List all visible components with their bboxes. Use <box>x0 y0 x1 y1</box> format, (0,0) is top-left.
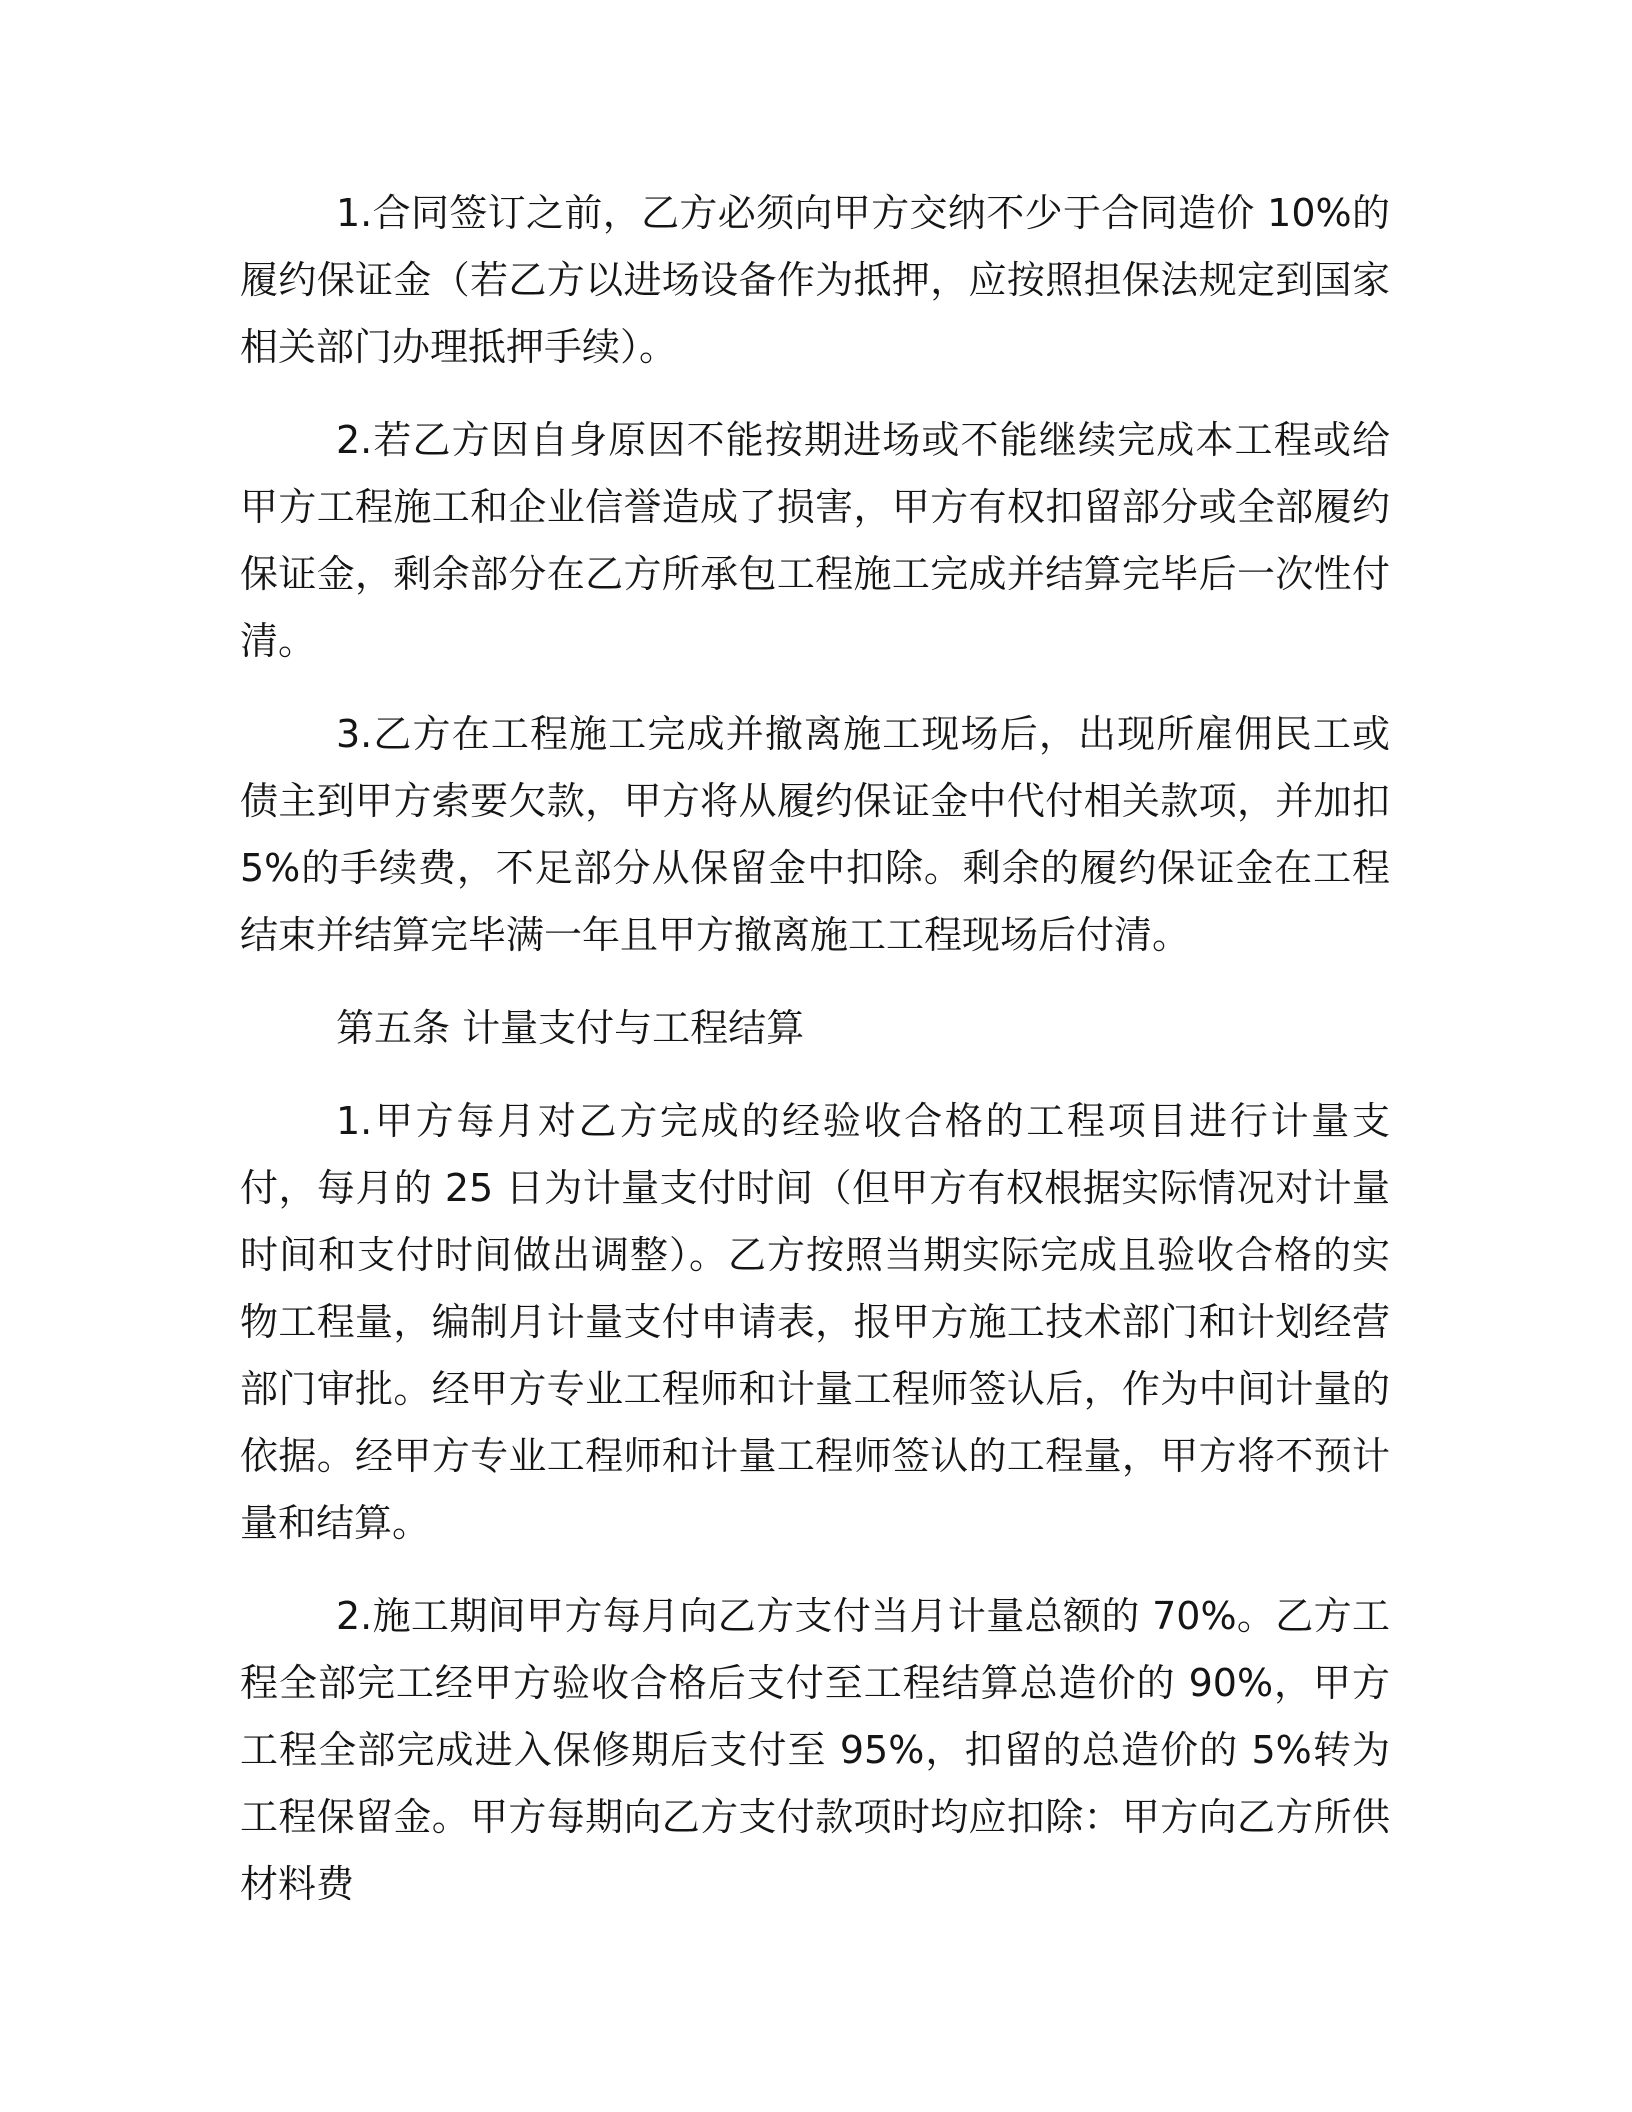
paragraph-bond-deduction: 3.乙方在工程施工完成并撤离施工现场后，出现所雇佣民工或债主到甲方索要欠款，甲方将从履约保证金中代付相关款项，并加扣 5%的手续费，不足部分从保留金中扣除。剩余的履约保证金在工程结束并结算完毕满一年且甲方撤离施工工程现场后付清。 <box>240 712 1390 957</box>
section-heading: 第五条 计量支付与工程结算 <box>336 1006 805 1050</box>
document-body <box>240 180 1390 1944</box>
paragraph-performance-bond: 1.合同签订之前，乙方必须向甲方交纳不少于合同造价 10%的履约保证金（若乙方以进场设备作为抵押，应按照担保法规定到国家相关部门办理抵押手续）。 <box>240 191 1390 369</box>
paragraph-bond-forfeiture: 2.若乙方因自身原因不能按期进场或不能继续完成本工程或给甲方工程施工和企业信誉造成了损害，甲方有权扣留部分或全部履约保证金，剩余部分在乙方所承包工程施工完成并结算完毕后一次性付清。 <box>240 418 1390 663</box>
paragraph-payment-schedule: 2.施工期间甲方每月向乙方支付当月计量总额的 70%。乙方工程全部完工经甲方验收合格后支付至工程结算总造价的 90%，甲方工程全部完成进入保修期后支付至 95%，扣留的总造价的 5%转为工程保留金。甲方每期向乙方支付款项时均应扣除：甲方向乙方所供材料费 <box>240 1594 1390 1906</box>
paragraph-monthly-measurement: 1.甲方每月对乙方完成的经验收合格的工程项目进行计量支付，每月的 25 日为计量支付时间（但甲方有权根据实际情况对计量时间和支付时间做出调整）。乙方按照当期实际完成且验收合格的实物工程量，编制月计量支付申请表，报甲方施工技术部门和计划经营部门审批。经甲方专业工程师和计量工程师签认后，作为中间计量的依据。经甲方专业工程师和计量工程师签认的工程量，甲方将不预计量和结算。 <box>240 1099 1390 1545</box>
